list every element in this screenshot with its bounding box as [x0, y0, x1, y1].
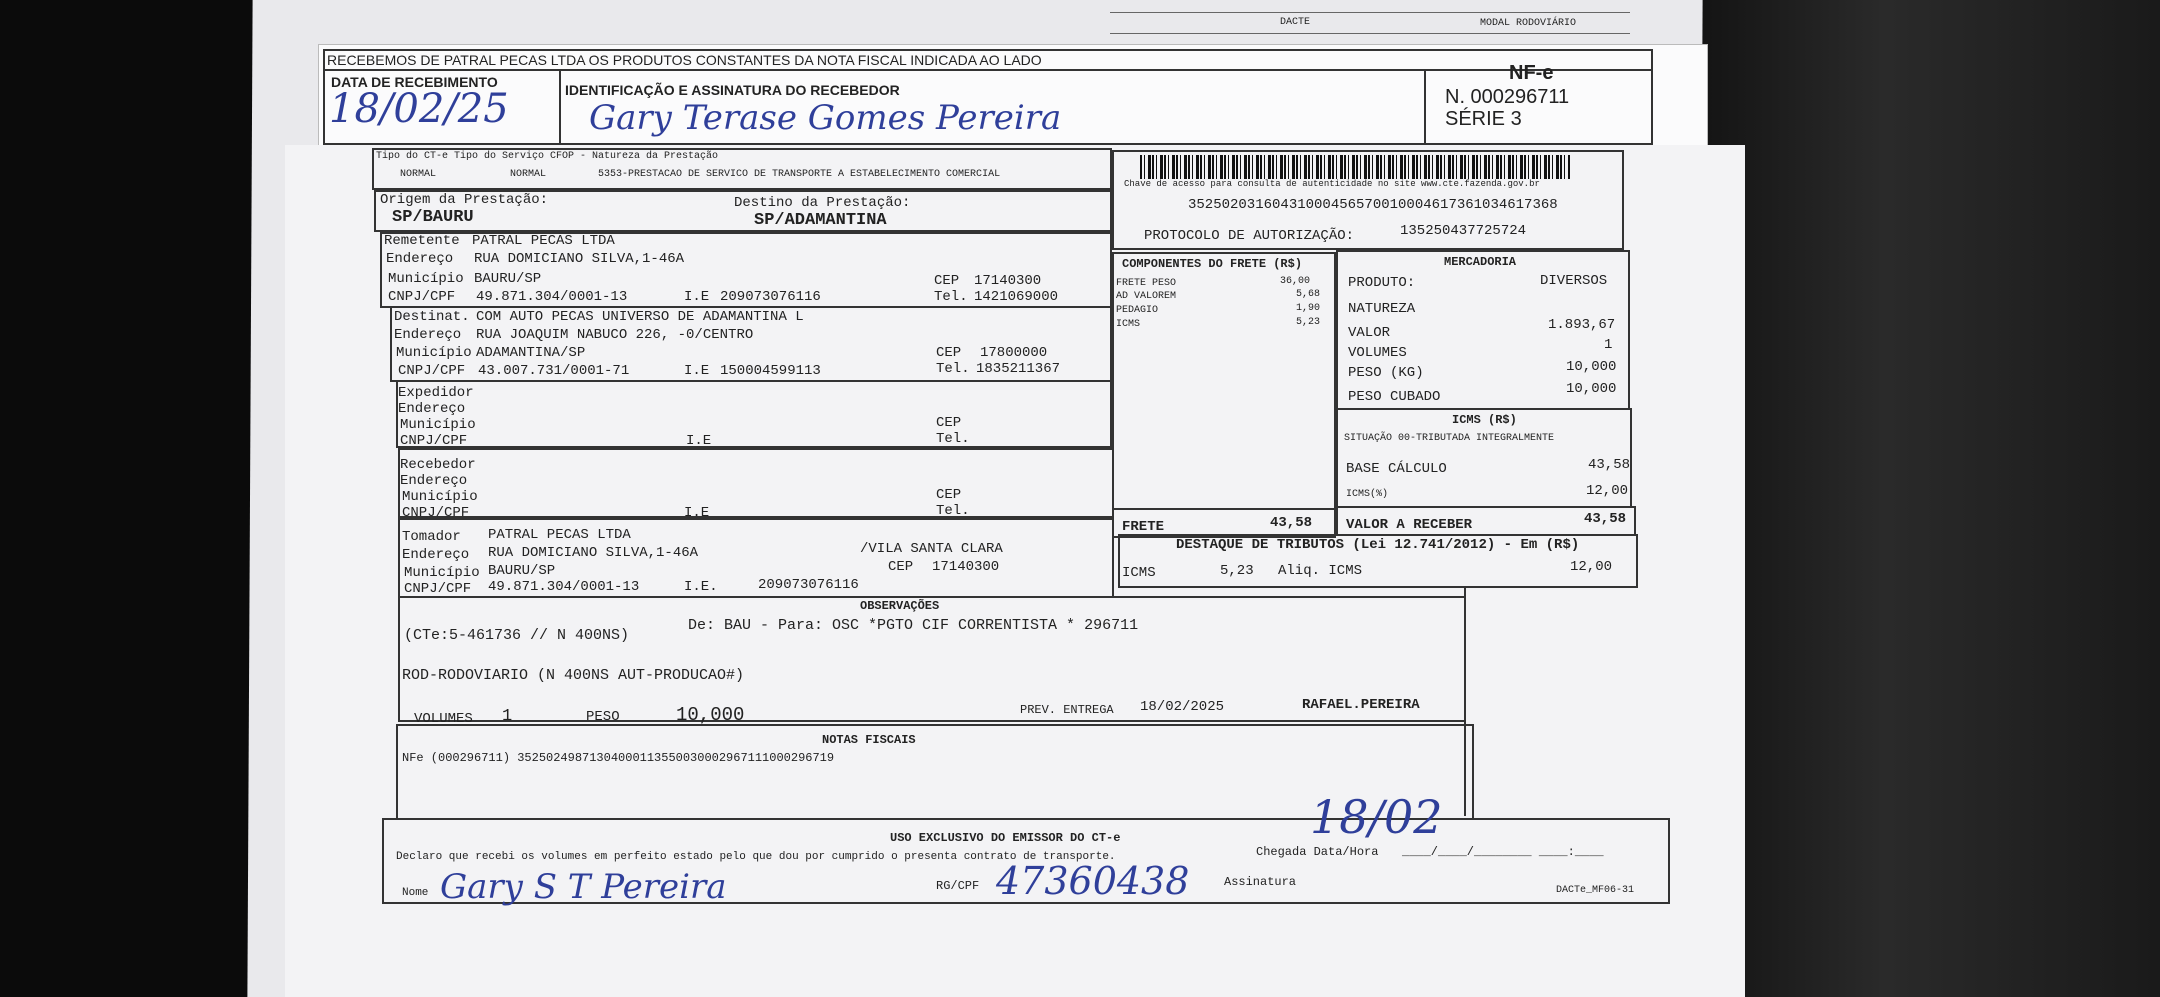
origin-value: SP/BAURU: [392, 208, 474, 227]
destinatario-ie: 150004599113: [720, 363, 821, 379]
destinatario-name: COM AUTO PECAS UNIVERSO DE ADAMANTINA L: [476, 309, 804, 325]
destinatario-address-label: Endereço: [394, 327, 462, 343]
freight-item-1-label: FRETE PESO: [1116, 278, 1177, 289]
dest-value: SP/ADAMANTINA: [754, 211, 887, 230]
dest-label: Destino da Prestação:: [734, 195, 911, 211]
receipt-date-label: DATA DE RECEBIMENTO: [331, 74, 498, 90]
taxes-title: DESTAQUE DE TRIBUTOS (Lei 12.741/2012) - Em (R$): [1176, 537, 1580, 553]
cte-type-2: NORMAL: [510, 169, 547, 180]
remetente-address: RUA DOMICIANO SILVA,1-46A: [474, 251, 685, 267]
icms-title: ICMS (R$): [1452, 413, 1517, 427]
expedidor-cnpj-label: CNPJ/CPF: [400, 433, 468, 449]
remetente-ie: 209073076116: [720, 289, 821, 305]
destinatario-city: ADAMANTINA/SP: [476, 345, 586, 361]
top-tab: [1110, 12, 1630, 34]
receipt-divider-1: [559, 69, 561, 145]
observations-weight: 10,000: [676, 704, 745, 726]
observations-delivery: 18/02/2025: [1140, 699, 1225, 715]
footer-arrival-label: Chegada Data/Hora: [1256, 845, 1379, 859]
footer-rg-handwritten: 47360438: [996, 859, 1190, 903]
destinatario-ie-label: I.E: [684, 363, 710, 379]
receipt-rule: [323, 69, 1653, 71]
recebedor-ie-label: I.E: [684, 505, 710, 521]
tomador-cep-label: CEP: [888, 559, 914, 575]
icms-base: 43,58: [1588, 457, 1631, 473]
footer-name-label: Nome: [402, 887, 429, 899]
footer-name-handwritten: Gary S T Pereira: [440, 867, 727, 907]
recebedor-cep-label: CEP: [936, 487, 962, 503]
remetente-name: PATRAL PECAS LTDA: [472, 233, 615, 249]
observations-agent: RAFAEL.PEREIRA: [1302, 697, 1420, 713]
recebedor-label: Recebedor: [400, 457, 476, 473]
footer-signature-label: Assinatura: [1224, 875, 1297, 889]
origin-label: Origem da Prestação:: [380, 192, 549, 208]
freight-total-value: 43,58: [1270, 515, 1313, 531]
expedidor-city-label: Município: [400, 417, 476, 433]
invoices-title: NOTAS FISCAIS: [822, 733, 916, 747]
tomador-name: PATRAL PECAS LTDA: [488, 527, 631, 543]
recebedor-cnpj-label: CNPJ/CPF: [402, 505, 470, 521]
expedidor-address-label: Endereço: [398, 401, 466, 417]
merchandise-value: 1.893,67: [1548, 317, 1616, 333]
observations-delivery-label: PREV. ENTREGA: [1020, 703, 1114, 717]
footer-arrival-blanks: ____/____/________ ____:____: [1402, 845, 1604, 859]
icms-base-label: BASE CÁLCULO: [1346, 461, 1447, 477]
cte-type-1: NORMAL: [400, 169, 437, 180]
merchandise-nature-label: NATUREZA: [1348, 301, 1416, 317]
merchandise-title: MERCADORIA: [1444, 255, 1517, 269]
merchandise-value-label: VALOR: [1348, 325, 1391, 341]
destinatario-cep: 17800000: [980, 345, 1048, 361]
freight-item-4-label: ICMS: [1116, 319, 1141, 330]
nfe-series: SÉRIE 3: [1445, 108, 1522, 130]
remetente-cep-label: CEP: [934, 273, 960, 289]
observations-weight-label: PESO: [586, 709, 620, 725]
tomador-ie: 209073076116: [758, 577, 859, 593]
expedidor-cep-label: CEP: [936, 415, 962, 431]
recebedor-address-label: Endereço: [400, 473, 468, 489]
footer-arrival-handwritten: 18/02: [1310, 790, 1443, 844]
remetente-cnpj-label: CNPJ/CPF: [388, 289, 456, 305]
recebedor-city-label: Município: [402, 489, 478, 505]
destinatario-address: RUA JOAQUIM NABUCO 226, -0/CENTRO: [476, 327, 754, 343]
tomador-cnpj-label: CNPJ/CPF: [404, 581, 472, 597]
cte-type-header: Tipo do CT-e Tipo do Serviço CFOP - Natureza da Prestação: [376, 151, 719, 162]
freight-item-3-value: 1,90: [1296, 303, 1321, 314]
destinatario-cnpj-label: CNPJ/CPF: [398, 363, 466, 379]
access-key: 35250203160431000456570010004617361034617368: [1188, 197, 1558, 213]
merchandise-volumes-label: VOLUMES: [1348, 345, 1407, 361]
nfe-title: NF-e: [1509, 62, 1554, 84]
icms-rate: 12,00: [1586, 483, 1629, 499]
taxes-icms-value: 5,23: [1220, 563, 1254, 579]
taxes-icms-label: ICMS: [1122, 565, 1156, 581]
destinatario-tel: 1835211367: [976, 361, 1061, 377]
background-right: [1700, 0, 2160, 997]
merchandise-product: DIVERSOS: [1540, 273, 1608, 289]
remetente-cep: 17140300: [974, 273, 1042, 289]
footer-title: USO EXCLUSIVO DO EMISSOR DO CT-e: [890, 831, 1121, 845]
remetente-address-label: Endereço: [386, 251, 454, 267]
destinatario-cep-label: CEP: [936, 345, 962, 361]
footer-rg-label: RG/CPF: [936, 879, 980, 893]
freight-item-2-value: 5,68: [1296, 289, 1321, 300]
remetente-tel-label: Tel.: [934, 289, 968, 305]
observations-title: OBSERVAÇÕES: [860, 599, 940, 613]
destinatario-cnpj: 43.007.731/0001-71: [478, 363, 630, 379]
remetente-city: BAURU/SP: [474, 271, 542, 287]
destinatario-label: Destinat.: [394, 309, 470, 325]
top-tab-dacte: DACTE: [1280, 17, 1311, 28]
top-tab-modal: MODAL RODOVIÁRIO: [1480, 18, 1577, 29]
expedidor-ie-label: I.E: [686, 433, 712, 449]
remetente-label: Remetente: [384, 233, 460, 249]
remetente-city-label: Município: [388, 271, 464, 287]
observations-volumes-label: VOLUMES: [414, 711, 473, 727]
merchandise-cubed-label: PESO CUBADO: [1348, 389, 1441, 405]
tomador-ie-label: I.E.: [684, 579, 718, 595]
freight-item-4-value: 5,23: [1296, 317, 1321, 328]
tomador-district: /VILA SANTA CLARA: [860, 541, 1003, 557]
receipt-divider-2: [1424, 69, 1426, 145]
remetente-cnpj: 49.871.304/0001-13: [476, 289, 628, 305]
taxes-aliq-label: Aliq. ICMS: [1278, 563, 1363, 579]
observations-line2: ROD-RODOVIARIO (N 400NS AUT-PRODUCAO#): [402, 667, 745, 684]
tomador-cnpj: 49.871.304/0001-13: [488, 579, 640, 595]
tomador-address: RUA DOMICIANO SILVA,1-46A: [488, 545, 699, 561]
receipt-header: RECEBEMOS DE PATRAL PECAS LTDA OS PRODUTOS CONSTANTES DA NOTA FISCAL INDICADA AO LADO: [327, 52, 1042, 68]
merchandise-weight-label: PESO (KG): [1348, 365, 1424, 381]
recebedor-box: [398, 448, 1114, 521]
merchandise-weight: 10,000: [1566, 359, 1617, 375]
protocol-label: PROTOCOLO DE AUTORIZAÇÃO:: [1144, 228, 1355, 244]
destinatario-tel-label: Tel.: [936, 361, 970, 377]
freight-item-1-value: 36,00: [1280, 276, 1311, 287]
invoices-line: NFe (000296711) 35250249871304000113550030002967111000296719: [402, 751, 835, 765]
icms-receive-label: VALOR A RECEBER: [1346, 517, 1473, 533]
freight-item-3-label: PEDAGIO: [1116, 305, 1159, 316]
recebedor-tel-label: Tel.: [936, 503, 970, 519]
expedidor-tel-label: Tel.: [936, 431, 970, 447]
icms-receive: 43,58: [1584, 511, 1627, 527]
taxes-aliq-value: 12,00: [1570, 559, 1613, 575]
tomador-address-label: Endereço: [402, 547, 470, 563]
destinatario-city-label: Município: [396, 345, 472, 361]
observations-volumes: 1: [502, 707, 513, 726]
receipt-signature: Gary Terase Gomes Pereira: [589, 98, 1062, 138]
merchandise-product-label: PRODUTO:: [1348, 275, 1416, 291]
footer-declaration: Declaro que recebi os volumes em perfeito estado pelo que dou por cumprido o presenta contrato de transporte.: [396, 851, 1116, 863]
freight-total-label: FRETE: [1122, 519, 1165, 535]
tomador-cep: 17140300: [932, 559, 1000, 575]
merchandise-cubed: 10,000: [1566, 381, 1617, 397]
access-key-label: Chave de acesso para consulta de autenticidade no site www.cte.fazenda.gov.br: [1124, 179, 1540, 189]
tomador-label: Tomador: [402, 529, 461, 545]
protocol-value: 135250437725724: [1400, 223, 1527, 239]
barcode: [1140, 155, 1570, 179]
expedidor-label: Expedidor: [398, 385, 474, 401]
freight-item-2-label: AD VALOREM: [1116, 291, 1177, 302]
remetente-tel: 1421069000: [974, 289, 1059, 305]
freight-components-title: COMPONENTES DO FRETE (R$): [1122, 257, 1303, 271]
footer-form-code: DACTe_MF06-31: [1556, 885, 1635, 896]
cte-cfop: 5353-PRESTACAO DE SERVICO DE TRANSPORTE A ESTABELECIMENTO COMERCIAL: [598, 169, 1001, 180]
observations-line1: (CTe:5-461736 // N 400NS): [404, 627, 630, 644]
icms-rate-label: ICMS(%): [1346, 489, 1389, 500]
tomador-city-label: Município: [404, 565, 480, 581]
nfe-number: N. 000296711: [1445, 86, 1570, 108]
tomador-city: BAURU/SP: [488, 563, 556, 579]
icms-situation: SITUAÇÃO 00-TRIBUTADA INTEGRALMENTE: [1344, 433, 1555, 444]
remetente-ie-label: I.E: [684, 289, 710, 305]
expedidor-box: [396, 380, 1112, 448]
merchandise-volumes: 1: [1604, 337, 1613, 353]
receipt-stub: [318, 44, 1708, 150]
receipt-ident-label: IDENTIFICAÇÃO E ASSINATURA DO RECEBEDOR: [565, 82, 900, 98]
receipt-date-handwritten: 18/02/25: [329, 86, 509, 132]
observations-line1b: De: BAU - Para: OSC *PGTO CIF CORRENTISTA * 296711: [688, 617, 1139, 634]
freight-total-rule: [1112, 508, 1336, 510]
